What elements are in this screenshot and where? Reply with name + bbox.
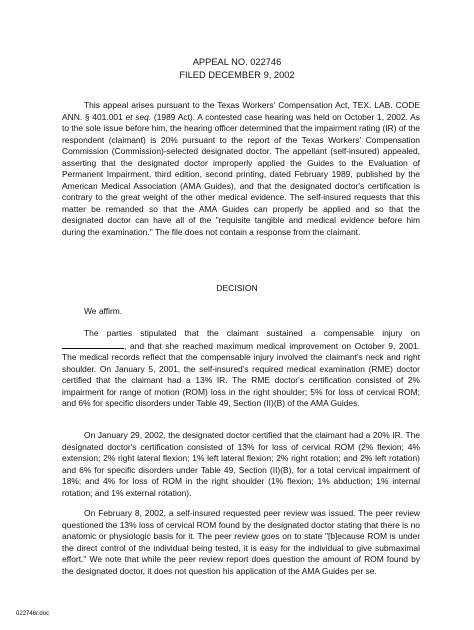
designated-doctor-paragraph <box>62 430 420 499</box>
stipulation-text-b: , and that she reached maximum medical improvement on October 9, 2001. The medical records reflect that the compensable injury involved the claimant's neck and right shoulder. On January 5, 2001, the self-insured's required medical examination (RME) doctor certified that the claimant had a 13% IR. The RME doctor's certification consisted of 2% impairment for range of motion (ROM) loss in the right shoulder; 5% for loss of cervical ROM; and 6% for specific disorders under Table 49, Section (II)(B) of the AMA Guides. <box>62 340 420 408</box>
peer-review-paragraph <box>62 508 420 577</box>
intro-paragraph <box>62 100 420 238</box>
designated-doctor-text: On January 29, 2002, the designated doctor certified that the claimant had a 20% IR. The designated doctor's certification consisted of 13% for loss of cervical ROM (2% flexion; 4% extension; 2% right lateral flexion; 1% left lateral flexion; 2% right rotation; and 2% left rotation) and 6% for specific disorders under Table 49, Section (II)(B), for a total cervical impairment of 18%; and 4% for loss of ROM in the right shoulder (1% flexion; 1% abduction; 1% internal rotation; and 1% external rotation). <box>62 430 420 498</box>
affirm-line <box>62 306 420 318</box>
intro-text-a: This appeal arises pursuant to the Texas Workers' Compensation Act, TEX. LAB. CODE ANN. § 401.001 <box>62 100 420 122</box>
intro-italic: et seq. <box>125 111 152 122</box>
intro-text-b: (1989 Act). A contested case hearing was held on October 1, 2002. As to the sole issue before him, the hearing officer determined that the impairment rating (IR) of the respondent (claimant) is 20% pursuant to the report of the Texas Workers' Compensation Commission (Commission)-selected designated doctor. The appellant (self-insured) appealed, asserting that the designated doctor improperly applied the Guides to the Evaluation of Permanent Impairment, third edition, second printing, dated February 1989, published by the American Medical Association (AMA Guides), and that the designated doctor's certification is contrary to the great weight of the other medical evidence. The self-insured requests that this matter be remanded so that the AMA Guides can properly be applied and so that the designated doctor can have all of the "requisite tangible and medical evidence before him during the examination." The file does not contain a response from the claimant. <box>62 111 420 237</box>
peer-review-text: On February 8, 2002, a self-insured requested peer review was issued. The peer review questioned the 13% loss of cervical ROM found by the designated doctor stating that there is no anatomic or physiologic basis for it. The peer review goes on to state "[b]ecause ROM is under the direct control of the individual being tested, it is easy for the individual to give submaximal effort." We note that while the peer review report does question the amount of ROM found by the designated doctor, it does not question his application of the AMA Guides per se. <box>62 508 420 576</box>
stipulation-paragraph <box>62 328 420 410</box>
footer-filename: 022746r.doc <box>16 611 50 617</box>
decision-heading: DECISION <box>216 283 258 293</box>
appeal-number: APPEAL NO. 022746 <box>192 57 282 67</box>
affirm-text: We affirm. <box>84 306 123 316</box>
stipulation-text-a: The parties stipulated that the claimant sustained a compensable injury on <box>84 328 420 338</box>
date-blank <box>62 340 124 349</box>
filed-date: FILED DECEMBER 9, 2002 <box>179 70 295 80</box>
